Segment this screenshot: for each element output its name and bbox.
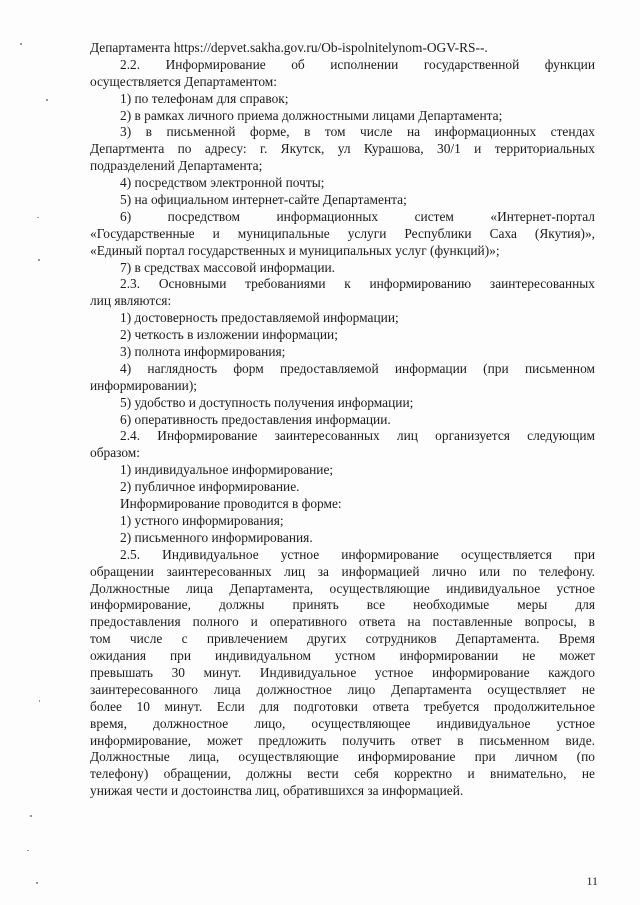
text-line: 2.4. Информирование заинтересованных лиц организуется следующим [120,428,595,444]
text-line: превышать 30 минут. Индивидуальное устное информирование каждого [90,664,595,680]
page-number: 11 [586,874,598,888]
text-line: Должностные лица, осуществляющие информирование при личном (по [90,749,595,765]
scan-speck [30,815,32,817]
text-line: Должностные лица Департамента, осуществляющие индивидуальное устное [90,580,595,596]
text-line: Департмента по адресу: г. Якутск, ул Курашова, 30/1 и территориальных [90,141,595,157]
text-line: 2) в рамках личного приема должностными лицами Департамента; [120,107,503,123]
text-line: информирование, может предложить получить ответ в письменном виде. [90,732,595,748]
scan-speck [20,43,22,45]
text-line: лиц являются: [90,293,172,309]
text-line: более 10 минут. Если для подготовки ответа требуется продолжительное [90,698,595,714]
text-line: 5) удобство и доступность получения информации; [120,394,414,410]
text-line: «Единый портал государственных и муниципальных услуг (функций)»; [90,242,500,258]
scan-speck [39,700,40,702]
text-line: время, должностное лицо, осуществляющее индивидуальное устное [90,715,595,731]
text-line: 2) письменного информирования. [120,529,313,545]
scan-speck [46,99,48,101]
scan-speck [27,850,29,851]
text-line: 3) в письменной форме, в том числе на информационных стендах [120,124,595,140]
text-line: унижая чести и достоинства лиц, обратившихся за информацией. [90,783,464,799]
text-line: 2) публичное информирование. [120,479,300,495]
text-line: Информирование проводится в форме: [120,496,342,512]
text-line: 3) полнота информирования; [120,344,286,360]
scan-speck [37,217,39,218]
text-line: ожидания при индивидуальном устном информировании не может [90,648,595,664]
text-line: образом: [90,445,140,461]
text-line: информирование, должны принять все необходимые меры для [90,597,595,613]
scan-speck [36,882,38,884]
text-line: 2.2. Информирование об исполнении государственной функции [120,56,595,72]
text-line: 5) на официальном интернет-сайте Департамента; [120,192,407,208]
document-body [90,40,595,800]
text-line: 2.5. Индивидуальное устное информирование осуществляется при [120,546,595,562]
text-line: 7) в средствах массовой информации. [120,259,336,275]
text-line: предоставления полного и оперативного ответа на поставленные вопросы, в [90,614,595,630]
text-line: 1) индивидуальное информирование; [120,462,334,478]
text-line: обращении заинтересованных лиц за информацией лично или по телефону. [90,563,595,579]
text-line: 1) достоверность предоставляемой информации; [120,310,399,326]
text-line: Департамента https://depvet.sakha.gov.ru/Ob-ispolnitelynom-OGV-RS--. [90,40,488,55]
text-line: 4) наглядность форм предоставляемой информации (при письменном [120,360,595,376]
text-line: 1) устного информирования; [120,512,284,528]
text-line: 2) четкость в изложении информации; [120,327,338,343]
text-line: осуществляется Департаментом: [90,73,277,89]
text-line: «Государственные и муниципальные услуги Республики Саха (Якутия)», [90,225,595,241]
text-line: подразделений Департамента; [90,158,263,174]
text-line: 4) посредством электронной почты; [120,175,325,191]
text-line: заинтересованного лица должностное лицо Департамента осуществляет не [90,681,595,697]
text-line: 6) посредством информационных систем «Интернет-портал [120,208,595,224]
scan-speck [38,259,40,261]
text-line: 1) по телефонам для справок; [120,90,289,106]
text-line: 2.3. Основными требованиями к информированию заинтересованных [120,276,595,292]
text-line: телефону) обращении, должны вести себя корректно и внимательно, не [90,766,595,782]
text-line: том числе с привлечением других сотрудников Департамента. Время [90,631,595,647]
text-line: информировании); [90,377,197,393]
text-line: 6) оперативность предоставления информации. [120,411,391,427]
